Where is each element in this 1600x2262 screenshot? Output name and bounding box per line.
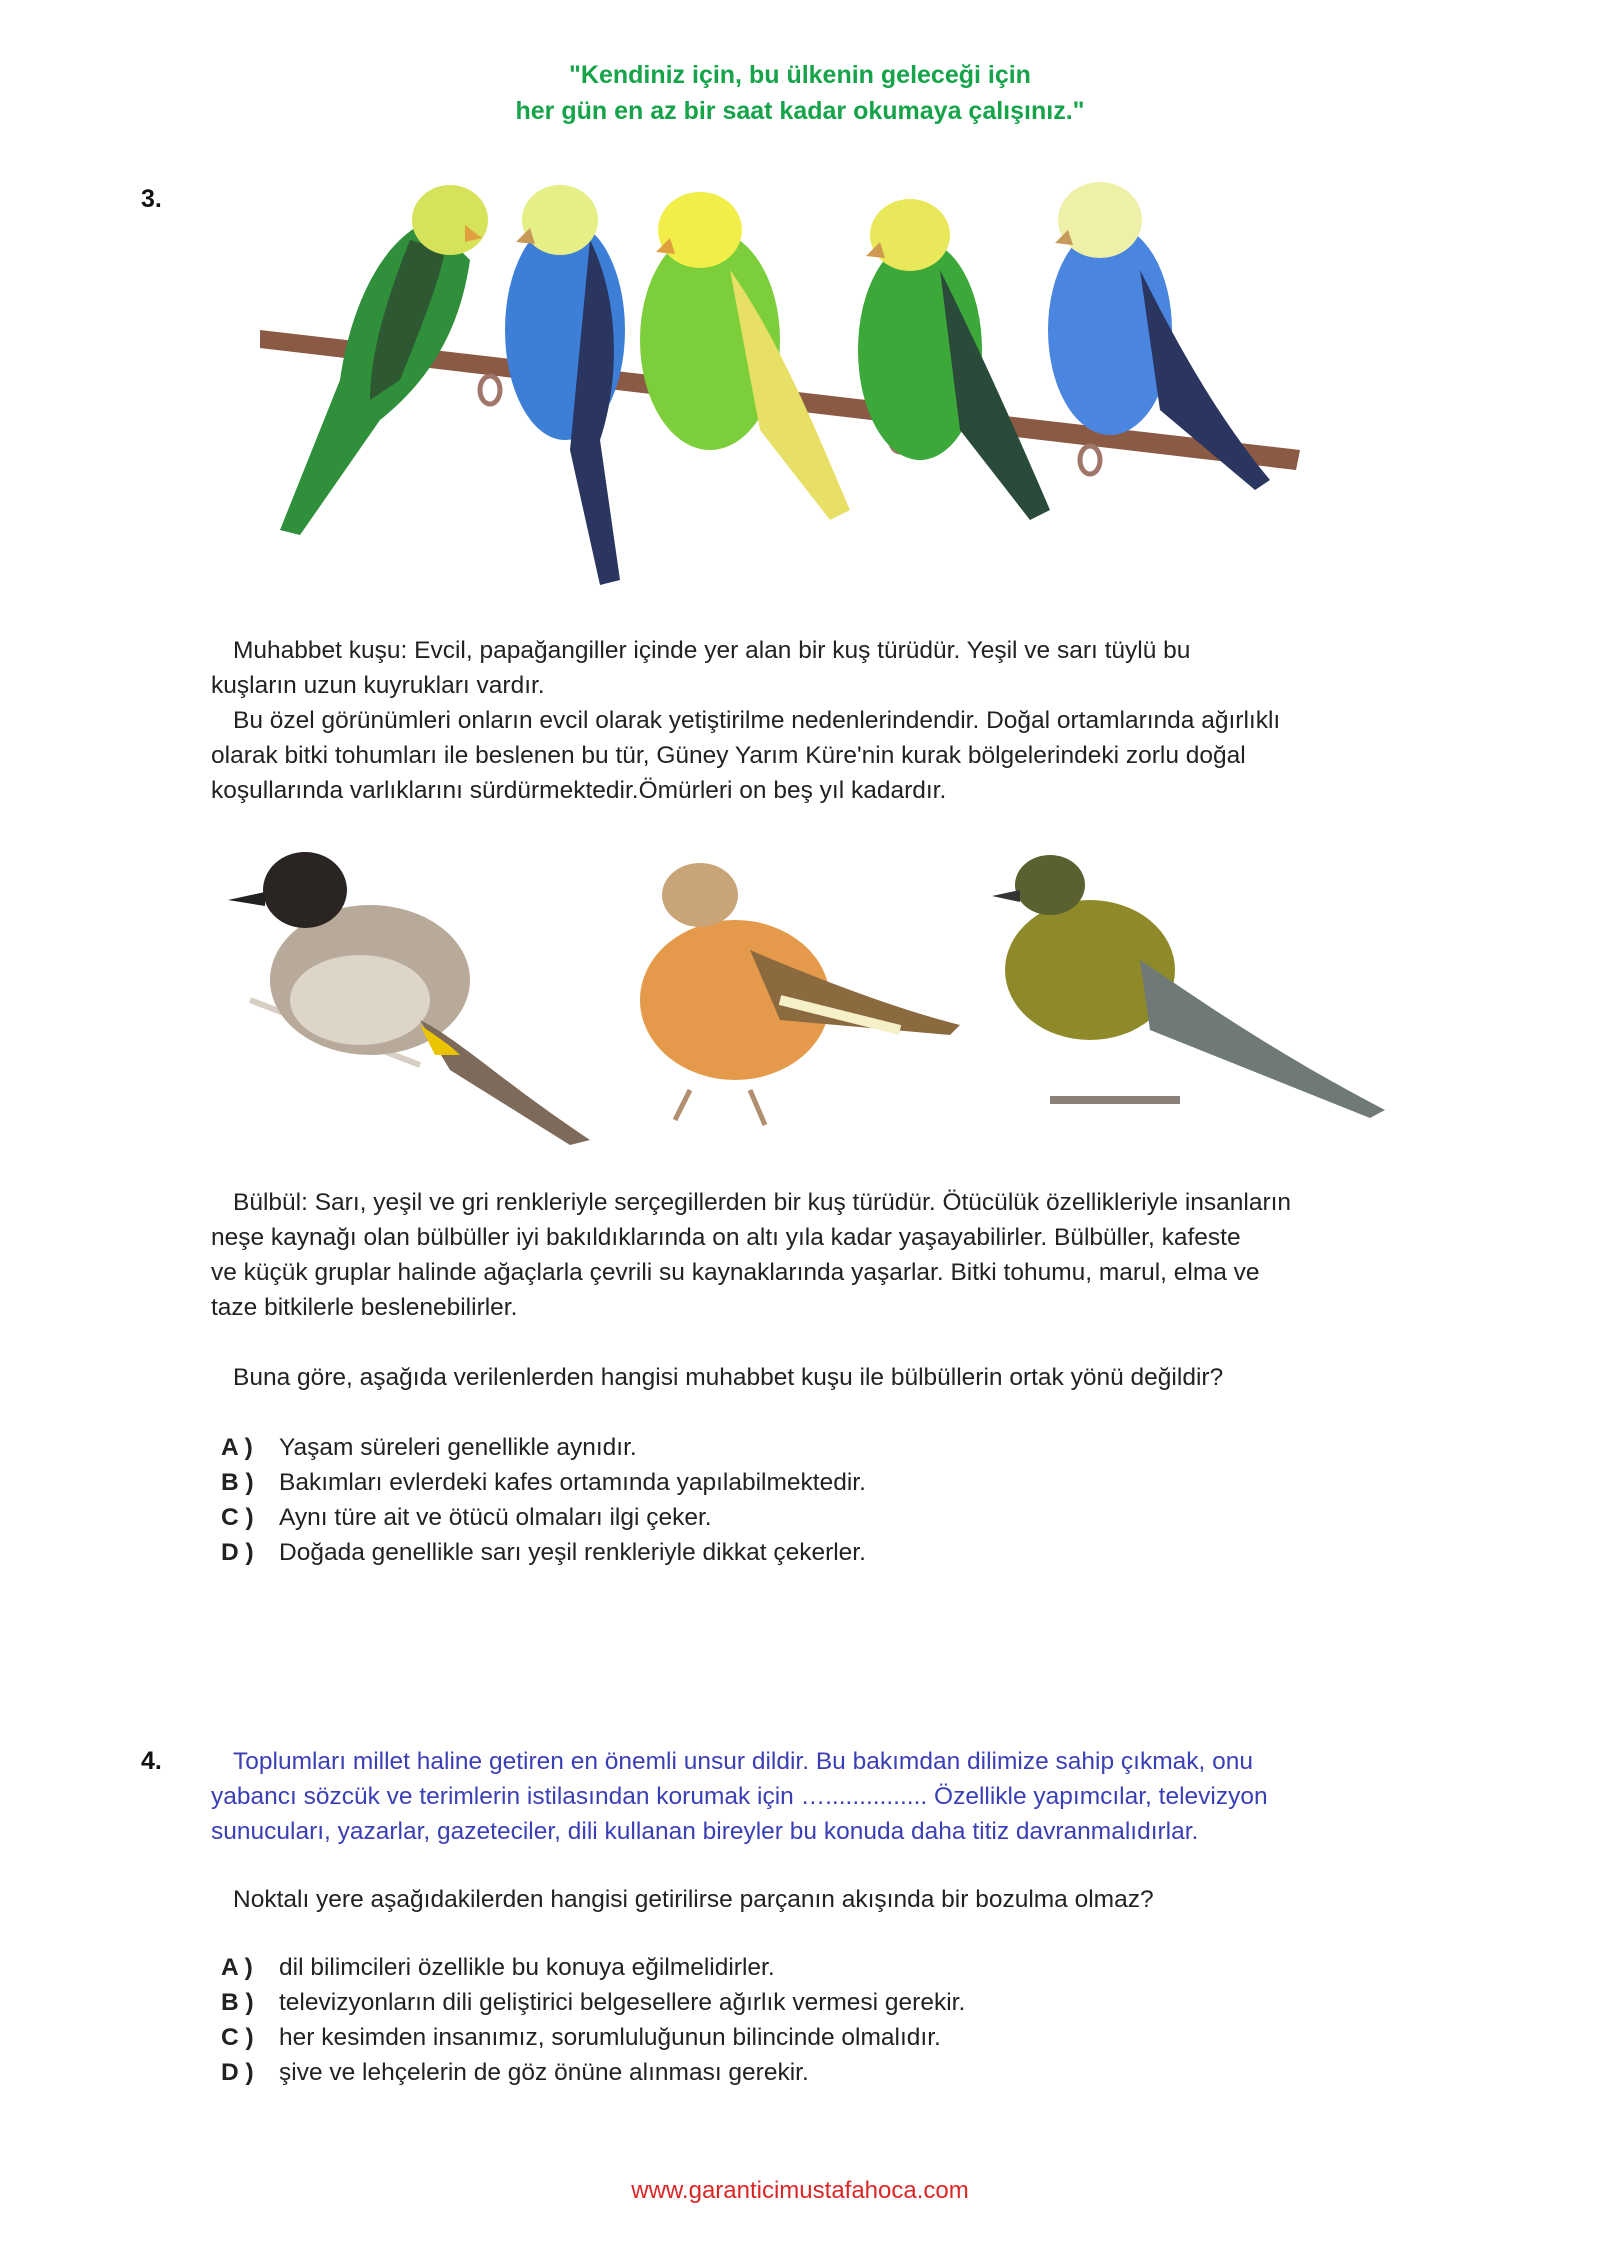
option-text: şive ve lehçelerin de göz önüne alınması gerekir. — [279, 2059, 809, 2086]
option-letter: D ) — [221, 2059, 254, 2086]
header-quote-line-1: "Kendiniz için, bu ülkenin geleceği için — [569, 61, 1031, 89]
header-quote-line-2: her gün en az bir saat kadar okumaya çalışınız." — [515, 97, 1085, 125]
question-3-options — [221, 1430, 866, 1570]
option-letter: D ) — [221, 1539, 254, 1566]
nightingale-line-3: ve küçük gruplar halinde ağaçlarla çevrili su kaynaklarında yaşarlar. Bitki tohumu, marul, elma ve — [211, 1259, 1260, 1286]
option-letter: B ) — [221, 1989, 254, 2016]
option-3-c[interactable] — [221, 1500, 866, 1535]
option-text: dil bilimcileri özellikle bu konuya eğilmelidirler. — [279, 1954, 775, 1981]
option-4-b[interactable] — [221, 1985, 965, 2020]
option-letter: B ) — [221, 1469, 254, 1496]
option-text: Bakımları evlerdeki kafes ortamında yapılabilmektedir. — [279, 1469, 866, 1496]
header-quote — [0, 57, 1600, 129]
passage-line-1: Toplumları millet haline getiren en önemli unsur dildir. Bu bakımdan dilimize sahip çıkmak, onu — [233, 1748, 1253, 1775]
option-4-a[interactable] — [221, 1950, 965, 1985]
option-letter: C ) — [221, 1504, 254, 1531]
question-3-prompt: Buna göre, aşağıda verilenlerden hangisi muhabbet kuşu ile bülbüllerin ortak yönü değildir? — [233, 1364, 1224, 1391]
footer-url[interactable]: www.garanticimustafahoca.com — [631, 2177, 969, 2204]
budgerigars-illustration — [260, 180, 1320, 630]
option-text: Aynı türe ait ve ötücü olmaları ilgi çeker. — [279, 1504, 712, 1531]
budgerigar-line-5: koşullarında varlıklarını sürdürmektedir.Ömürleri on beş yıl kadardır. — [211, 777, 947, 804]
question-4-options — [221, 1950, 965, 2090]
option-text: her kesimden insanımız, sorumluluğunun bilincinde olmalıdır. — [279, 2024, 941, 2051]
question-4-number: 4. — [141, 1747, 162, 1775]
question-3-number: 3. — [141, 185, 162, 213]
passage-line-2: yabancı sözcük ve terimlerin istilasından korumak için …............... Özellikle yapımcılar, televizyon — [211, 1783, 1268, 1810]
budgerigar-paragraph — [211, 633, 1280, 808]
option-4-c[interactable] — [221, 2020, 965, 2055]
option-3-b[interactable] — [221, 1465, 866, 1500]
option-letter: C ) — [221, 2024, 254, 2051]
question-4-prompt: Noktalı yere aşağıdakilerden hangisi getirilirse parçanın akışında bir bozulma olmaz? — [233, 1886, 1154, 1913]
nightingales-illustration — [220, 850, 1410, 1150]
option-letter: A ) — [221, 1954, 253, 1981]
budgerigar-line-1: Muhabbet kuşu: Evcil, papağangiller içinde yer alan bir kuş türüdür. Yeşil ve sarı tüylü bu — [233, 637, 1191, 664]
nightingale-line-2: neşe kaynağı olan bülbüller iyi bakıldıklarında on altı yıla kadar yaşayabilirler. Bülbüller, kafeste — [211, 1224, 1241, 1251]
question-4-passage — [211, 1744, 1268, 1849]
option-3-d[interactable] — [221, 1535, 866, 1570]
option-letter: A ) — [221, 1434, 253, 1461]
nightingale-line-1: Bülbül: Sarı, yeşil ve gri renkleriyle serçegillerden bir kuş türüdür. Ötücülük özellikleriyle insanların — [233, 1189, 1292, 1216]
passage-line-3: sunucuları, yazarlar, gazeteciler, dili kullanan bireyler bu konuda daha titiz davranmalıdırlar. — [211, 1818, 1199, 1845]
option-3-a[interactable] — [221, 1430, 866, 1465]
budgerigar-line-3: Bu özel görünümleri onların evcil olarak yetiştirilme nedenlerindendir. Doğal ortamlarında ağırlıklı — [233, 707, 1281, 734]
option-text: televizyonların dili geliştirici belgesellere ağırlık vermesi gerekir. — [279, 1989, 966, 2016]
nightingale-paragraph — [211, 1185, 1291, 1325]
budgerigar-line-2: kuşların uzun kuyrukları vardır. — [211, 672, 545, 699]
option-text: Yaşam süreleri genellikle aynıdır. — [279, 1434, 637, 1461]
nightingale-line-4: taze bitkilerle beslenebilirler. — [211, 1294, 518, 1321]
option-text: Doğada genellikle sarı yeşil renkleriyle dikkat çekerler. — [279, 1539, 866, 1566]
option-4-d[interactable] — [221, 2055, 965, 2090]
budgerigar-line-4: olarak bitki tohumları ile beslenen bu tür, Güney Yarım Küre'nin kurak bölgelerindeki zorlu doğal — [211, 742, 1246, 769]
